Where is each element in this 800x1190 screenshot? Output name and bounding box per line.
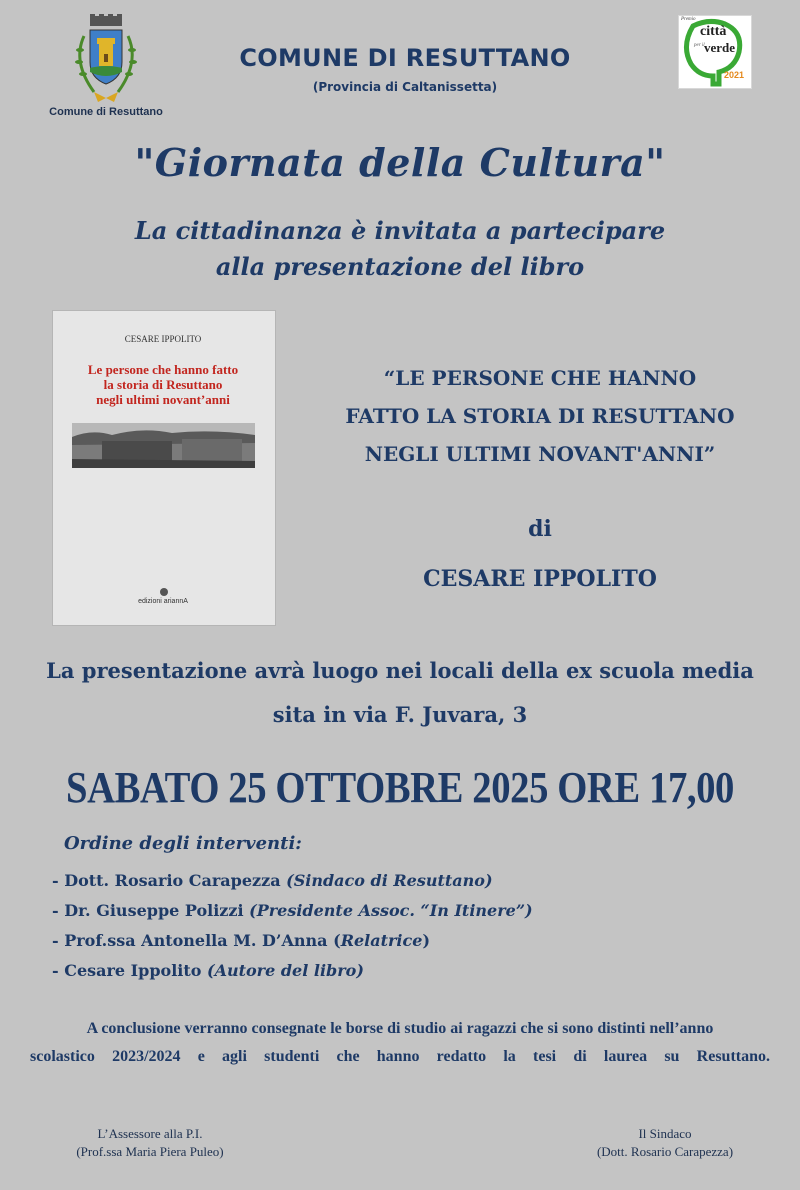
speaker-role: (Autore del libro)	[207, 961, 364, 980]
cover-title-line: negli ultimi novant’anni	[96, 392, 230, 407]
speaker-name: - Prof.ssa Antonella M. D’Anna (	[52, 931, 341, 950]
publisher-mark-icon	[160, 588, 168, 596]
badge-verde: verde	[704, 40, 736, 55]
location-line-2: sita in via F. Juvara, 3	[272, 702, 528, 727]
invite-line-2: alla presentazione del libro	[215, 252, 585, 281]
org-title: COMUNE DI RESUTTANO	[239, 44, 571, 72]
by-word: di	[528, 516, 552, 542]
speaker-name: - Dott. Rosario Carapezza	[52, 871, 287, 890]
book-title-line-3: NEGLI ULTIMI NOVANT'ANNI”	[364, 442, 716, 466]
speaker-item	[52, 961, 364, 980]
cover-title-line: Le persone che hanno fatto	[87, 362, 239, 377]
speaker-item	[52, 901, 533, 920]
speaker-name: - Dr. Giuseppe Polizzi	[52, 901, 250, 920]
event-title: "Giornata della Cultura"	[134, 140, 666, 185]
badge-per-il: per il	[694, 43, 705, 48]
coat-of-arms-icon	[66, 14, 146, 106]
closing-line-1: A conclusione verranno consegnate le borse di studio ai ragazzi che si sono distinti nell’anno	[86, 1020, 714, 1037]
badge-year: 2021	[724, 70, 745, 80]
location-line-1: La presentazione avrà luogo nei locali della ex scuola media	[46, 658, 754, 683]
org-subtitle: (Provincia di Caltanissetta)	[312, 80, 498, 94]
book-title-line-1: “LE PERSONE CHE HANNO	[383, 366, 697, 390]
speaker-role: (Presidente Assoc. “In Itinere”)	[249, 901, 533, 920]
cover-title	[62, 362, 264, 407]
assessore-role: L’Assessore alla P.I.	[97, 1126, 203, 1141]
cover-author: CESARE IPPOLITO	[124, 334, 202, 344]
badge-citta: città	[700, 24, 727, 39]
sindaco-name: (Dott. Rosario Carapezza)	[596, 1144, 734, 1159]
cover-title-line: la storia di Resuttano	[103, 377, 223, 392]
speakers-heading: Ordine degli interventi:	[64, 833, 302, 854]
coat-caption: Comune di Resuttano	[49, 106, 163, 118]
book-title-line-2: FATTO LA STORIA DI RESUTTANO	[345, 404, 735, 428]
event-date: SABATO 25 OTTOBRE 2025 ORE 17,00	[66, 763, 734, 812]
speaker-tail: )	[422, 931, 431, 950]
speaker-name: - Cesare Ippolito	[52, 961, 207, 980]
cover-publisher: edizioni ariannA	[138, 598, 188, 605]
badge-premio: Premio	[681, 17, 696, 22]
book-cover	[52, 310, 276, 626]
assessore-name: (Prof.ssa Maria Piera Puleo)	[76, 1144, 224, 1159]
cover-photo-image	[72, 423, 255, 468]
speaker-role: (Sindaco di Resuttano)	[286, 871, 493, 890]
speaker-role: Relatrice	[340, 931, 423, 950]
closing-line-2: scolastico 2023/2024 e agli studenti che hanno redatto la tesi di laurea su Resuttano.	[30, 1048, 770, 1065]
author-name: CESARE IPPOLITO	[423, 566, 657, 592]
speaker-item	[52, 931, 430, 950]
sindaco-role: Il Sindaco	[638, 1126, 692, 1141]
speaker-item	[52, 871, 493, 890]
invite-line-1: La cittadinanza è invitata a partecipare	[134, 216, 666, 245]
